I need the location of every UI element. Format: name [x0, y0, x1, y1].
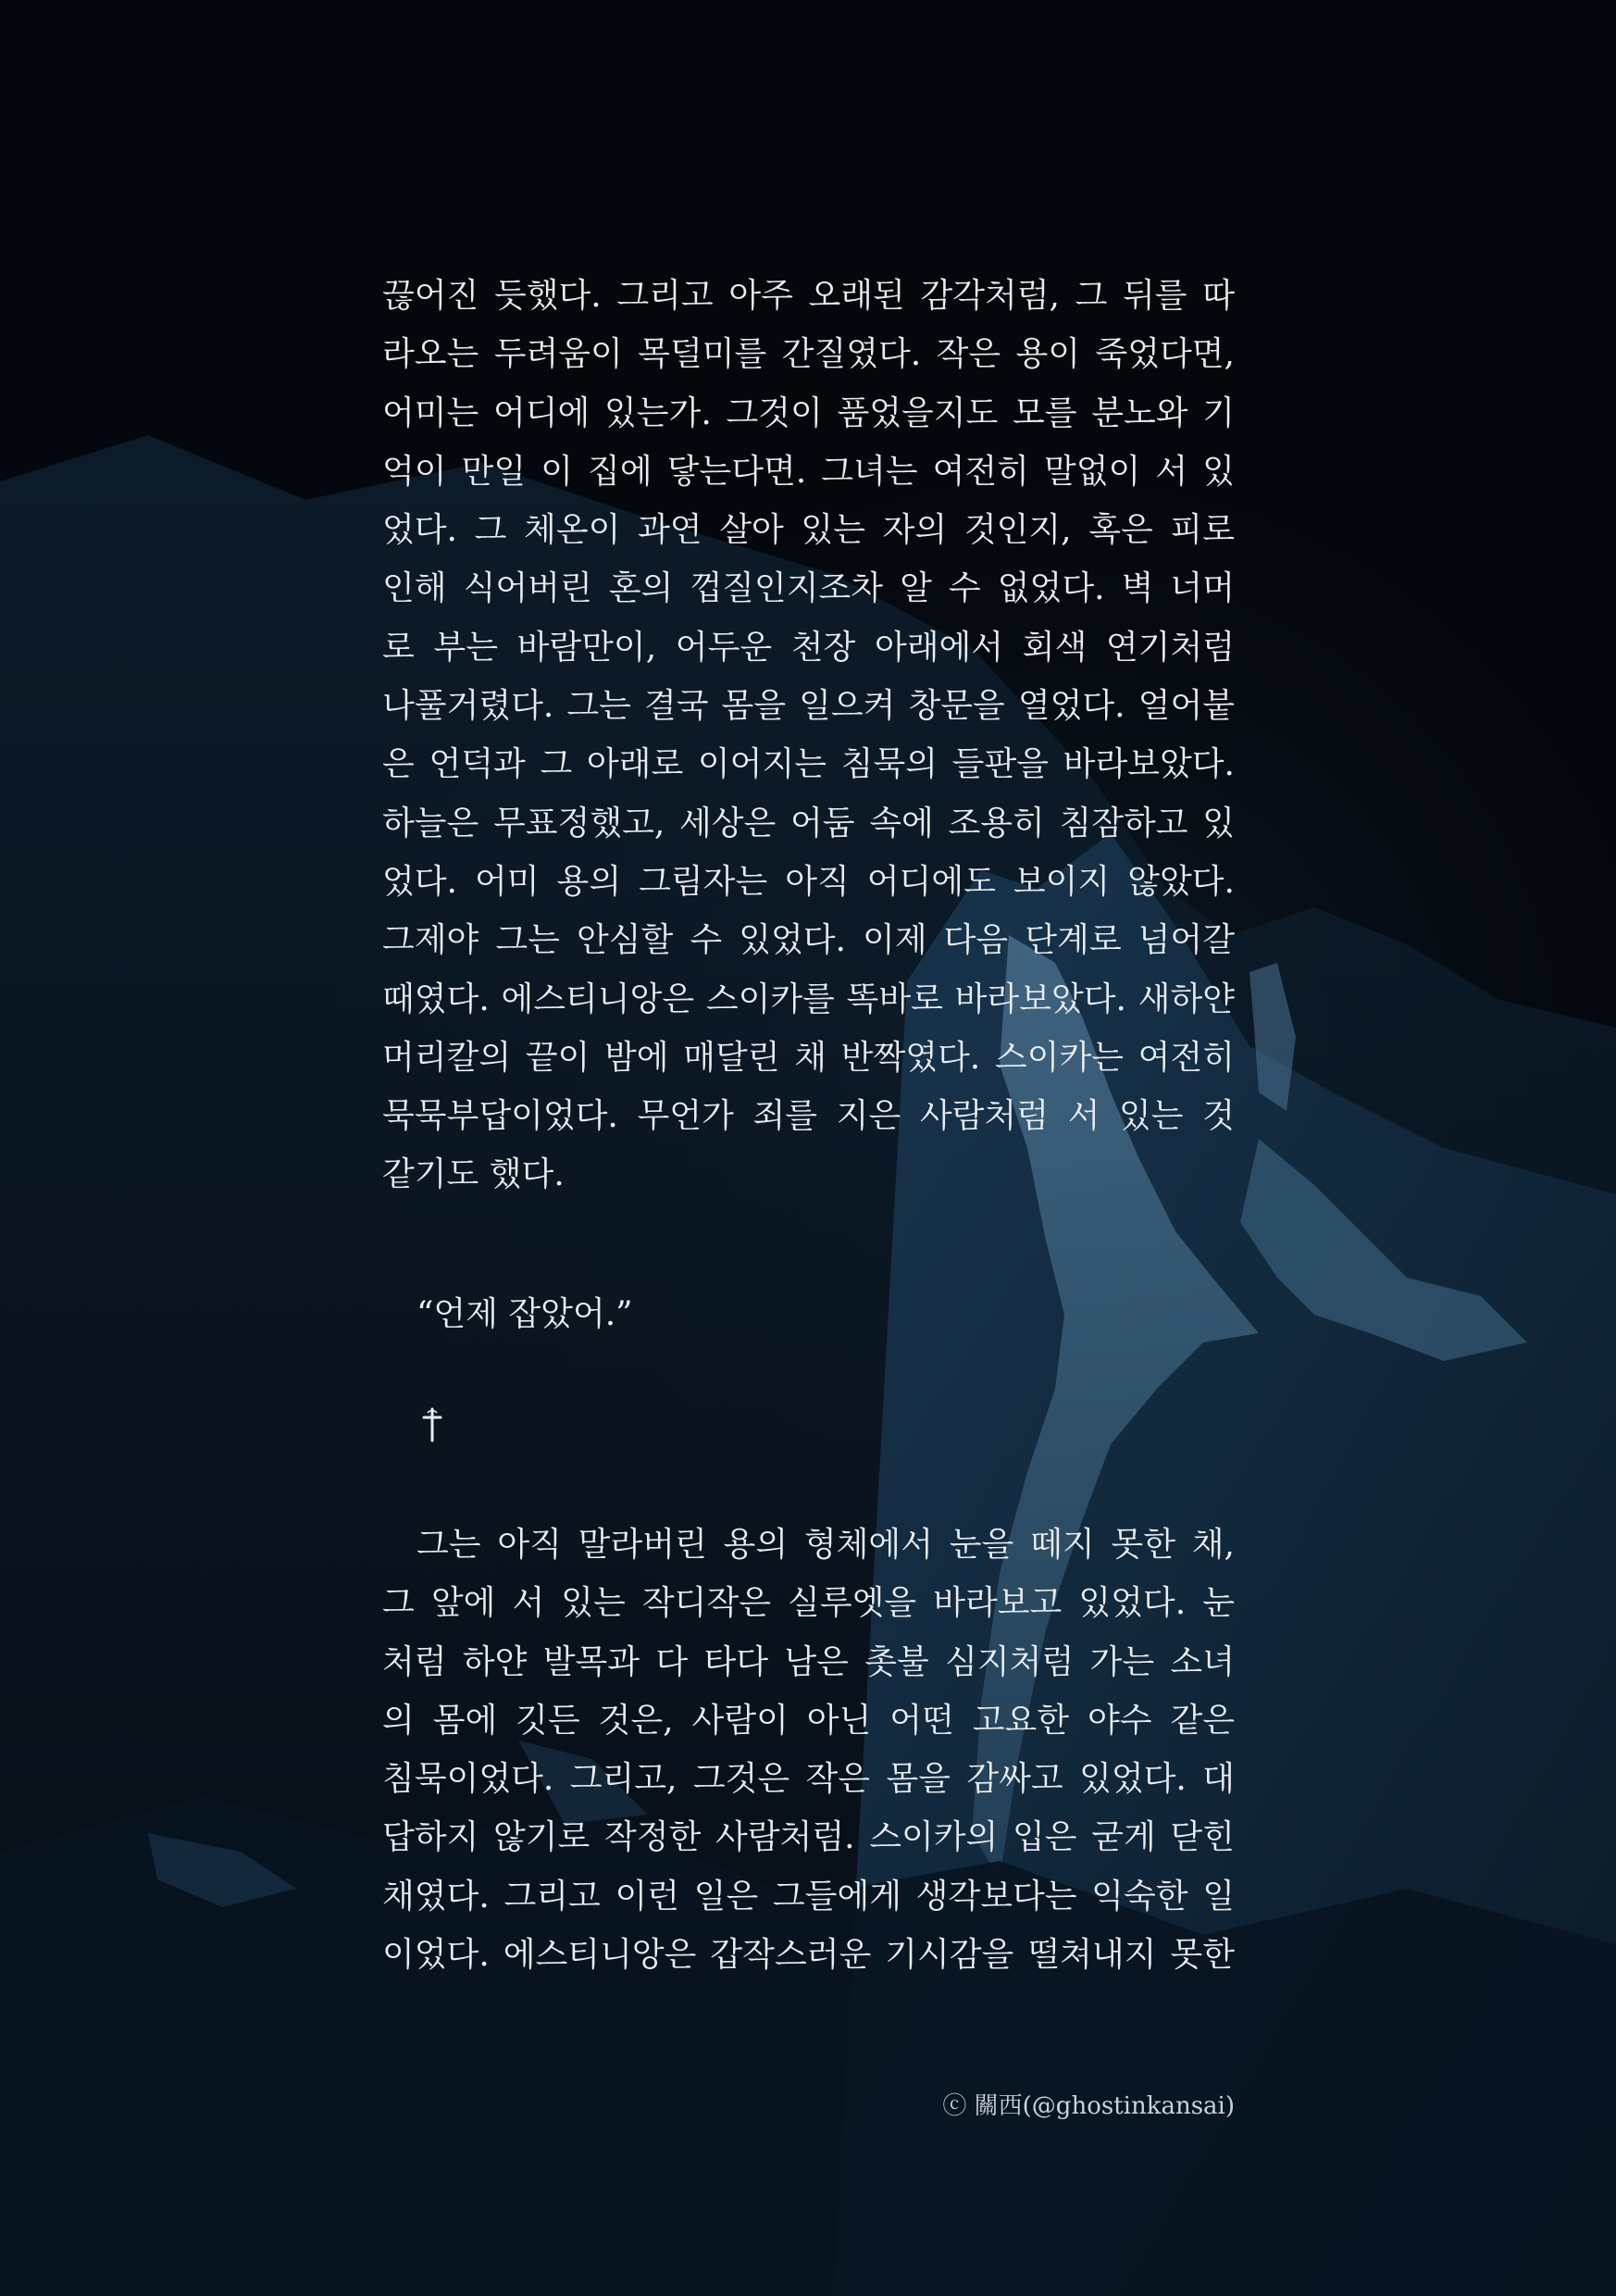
paragraph-line: 답하지 않기로 작정한 사람처럼. 스이카의 입은 굳게 닫힌 [382, 1818, 1235, 1857]
paragraph-line: 끊어진 듯했다. 그리고 아주 오래된 감각처럼, 그 뒤를 따 [382, 277, 1235, 315]
copyright-notice: ⓒ 關西(@ghostinkansai) [942, 2092, 1235, 2120]
cross-icon [419, 1407, 445, 1442]
paragraph-line: 그는 아직 말라버린 용의 형체에서 눈을 떼지 못한 채, [416, 1526, 1235, 1564]
paragraph-line: 처럼 하얀 발목과 다 타다 남은 촛불 심지처럼 가는 소녀 [382, 1642, 1235, 1681]
paragraph-line: 같기도 했다. [382, 1155, 565, 1194]
dialogue-line: “언제 잡았어.” [416, 1295, 633, 1333]
paragraph-line: 로 부는 바람만이, 어두운 천장 아래에서 회색 연기처럼 [382, 628, 1235, 667]
paragraph-line: 때였다. 에스티니앙은 스이카를 똑바로 바라보았다. 새하얀 [382, 980, 1235, 1018]
paragraph-line: 하늘은 무표정했고, 세상은 어둠 속에 조용히 침잠하고 있 [382, 804, 1235, 842]
paragraph-line: 채였다. 그리고 이런 일은 그들에게 생각보다는 익숙한 일 [382, 1877, 1235, 1915]
paragraph-line: 이었다. 에스티니앙은 갑작스러운 기시감을 떨쳐내지 못한 [382, 1936, 1235, 1975]
body-paragraph-2 [382, 1516, 1235, 1984]
paragraph-line: 묵묵부답이었다. 무언가 죄를 지은 사람처럼 서 있는 것 [382, 1097, 1235, 1136]
body-paragraph-1 [382, 267, 1235, 1204]
paragraph-line: 머리칼의 끝이 밤에 매달린 채 반짝였다. 스이카는 여전히 [382, 1038, 1235, 1077]
paragraph-line: 침묵이었다. 그리고, 그것은 작은 몸을 감싸고 있었다. 대 [382, 1760, 1235, 1799]
paragraph-line: 은 언덕과 그 아래로 이어지는 침묵의 들판을 바라보았다. [382, 745, 1235, 784]
paragraph-line: 인해 식어버린 혼의 껍질인지조차 알 수 없었다. 벽 너머 [382, 569, 1235, 608]
paragraph-line: 라오는 두려움이 목덜미를 간질였다. 작은 용이 죽었다면, [382, 335, 1235, 374]
paragraph-line: 어미는 어디에 있는가. 그것이 품었을지도 모를 분노와 기 [382, 393, 1235, 432]
paragraph-line: 억이 만일 이 집에 닿는다면. 그녀는 여전히 말없이 서 있 [382, 452, 1235, 491]
paragraph-line: 의 몸에 깃든 것은, 사람이 아닌 어떤 고요한 야수 같은 [382, 1701, 1235, 1740]
paragraph-line: 나풀거렸다. 그는 결국 몸을 일으켜 창문을 열었다. 얼어붙 [382, 687, 1235, 726]
paragraph-line: 그제야 그는 안심할 수 있었다. 이제 다음 단계로 넘어갈 [382, 921, 1235, 960]
paragraph-line: 었다. 그 체온이 과연 살아 있는 자의 것인지, 혹은 피로 [382, 511, 1235, 550]
paragraph-line: 었다. 어미 용의 그림자는 아직 어디에도 보이지 않았다. [382, 862, 1235, 901]
paragraph-line: 그 앞에 서 있는 작디작은 실루엣을 바라보고 있었다. 눈 [382, 1584, 1235, 1623]
